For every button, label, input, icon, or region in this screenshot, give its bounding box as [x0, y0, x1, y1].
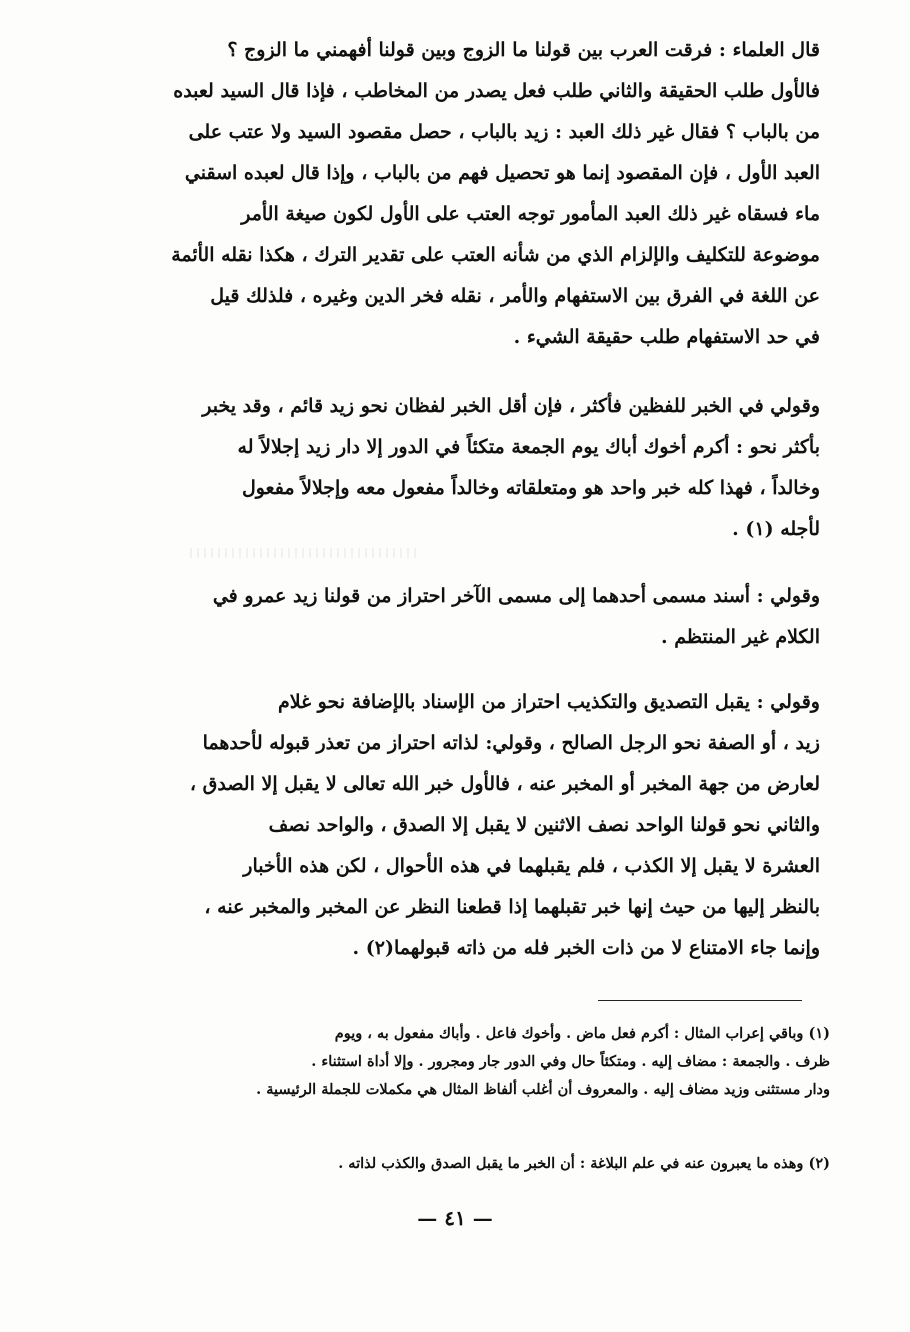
text-line: بأكثر نحو : أكرم أخوك أباك يوم الجمعة متكئاً في الدور إلا دار زيد إجلالاً له: [237, 436, 820, 458]
text-line: لأجله (١) .: [732, 518, 820, 540]
text-line: فالأول طلب الحقيقة والثاني طلب فعل يصدر من المخاطب ، فإذا قال السيد لعبده: [173, 80, 820, 102]
footnote-line: ظرف . والجمعة : مضاف إليه . ومتكئاً حال وفي الدور جار ومجرور . وإلا أداة استثناء .: [311, 1053, 830, 1070]
paragraph-1: [150, 30, 820, 358]
footnote-line: ودار مستثنى وزيد مضاف إليه . والمعروف أن أغلب ألفاظ المثال هي مكملات للجملة الرئيسية .: [256, 1081, 830, 1098]
text-line: والثاني نحو قولنا الواحد نصف الاثنين لا يقبل إلا الصدق ، والواحد نصف: [268, 814, 820, 836]
footnote-divider: [598, 1000, 802, 1001]
text-line: وقولي : يقبل التصديق والتكذيب احتراز من الإسناد بالإضافة نحو غلام: [277, 691, 820, 713]
footnote-2: [150, 1150, 830, 1178]
text-line: في حد الاستفهام طلب حقيقة الشيء .: [513, 326, 820, 348]
text-line: وخالداً ، فهذا كله خبر واحد هو ومتعلقاته وخالداً مفعول معه وإجلالاً مفعول: [241, 477, 820, 499]
text-line: وقولي : أسند مسمى أحدهما إلى مسمى الآخر احتراز من قولنا زيد عمرو في: [212, 585, 820, 607]
text-line: قال العلماء : فرقت العرب بين قولنا ما الزوج وبين قولنا أفهمني ما الزوج ؟: [227, 39, 820, 61]
text-line: الكلام غير المنتظم .: [660, 626, 820, 648]
text-line: من بالباب ؟ فقال غير ذلك العبد : زيد بالباب ، حصل مقصود السيد ولا عتب على: [188, 121, 820, 143]
footnote-line: (١) وباقي إعراب المثال : أكرم فعل ماض . وأخوك فاعل . وأباك مفعول به ، ويوم: [334, 1025, 830, 1042]
page-number: — ٤١ —: [417, 1206, 493, 1230]
footnote-line: (٢) وهذه ما يعبرون عنه في علم البلاغة : أن الخبر ما يقبل الصدق والكذب لذاته .: [338, 1155, 830, 1172]
paragraph-3: [150, 576, 820, 658]
text-line: بالنظر إليها من حيث إنها خبر تقبلهما إذا قطعنا النظر عن المخبر والمخبر عنه ،: [204, 896, 820, 918]
text-line: وإنما جاء الامتناع لا من ذات الخبر فله من ذاته قبولهما(٢) .: [352, 937, 820, 959]
footnote-1: [150, 1020, 830, 1104]
paragraph-2: [150, 386, 820, 550]
text-line: موضوعة للتكليف والإلزام الذي من شأنه العتب على تقدير الترك ، هكذا نقله الأئمة: [171, 244, 820, 266]
scan-artifact: [190, 548, 420, 558]
text-line: عن اللغة في الفرق بين الاستفهام والأمر ، نقله فخر الدين وغيره ، فلذلك قيل: [210, 285, 820, 307]
text-line: زيد ، أو الصفة نحو الرجل الصالح ، وقولي: لذاته احتراز من تعذر قبوله لأحدهما: [202, 732, 820, 754]
text-line: وقولي في الخبر للفظين فأكثر ، فإن أقل الخبر لفظان نحو زيد قائم ، وقد يخبر: [202, 395, 820, 417]
text-line: لعارض من جهة المخبر أو المخبر عنه ، فالأول خبر الله تعالى لا يقبل إلا الصدق ،: [189, 773, 820, 795]
text-line: ماء فسقاه غير ذلك العبد المأمور توجه العتب على الأول لكون صيغة الأمر: [241, 203, 820, 225]
text-line: العشرة لا يقبل إلا الكذب ، فلم يقبلهما في هذه الأحوال ، لكن هذه الأخبار: [243, 855, 820, 877]
text-line: العبد الأول ، فإن المقصود إنما هو تحصيل فهم من بالباب ، وإذا قال لعبده اسقني: [184, 162, 820, 184]
paragraph-4: [150, 682, 820, 969]
